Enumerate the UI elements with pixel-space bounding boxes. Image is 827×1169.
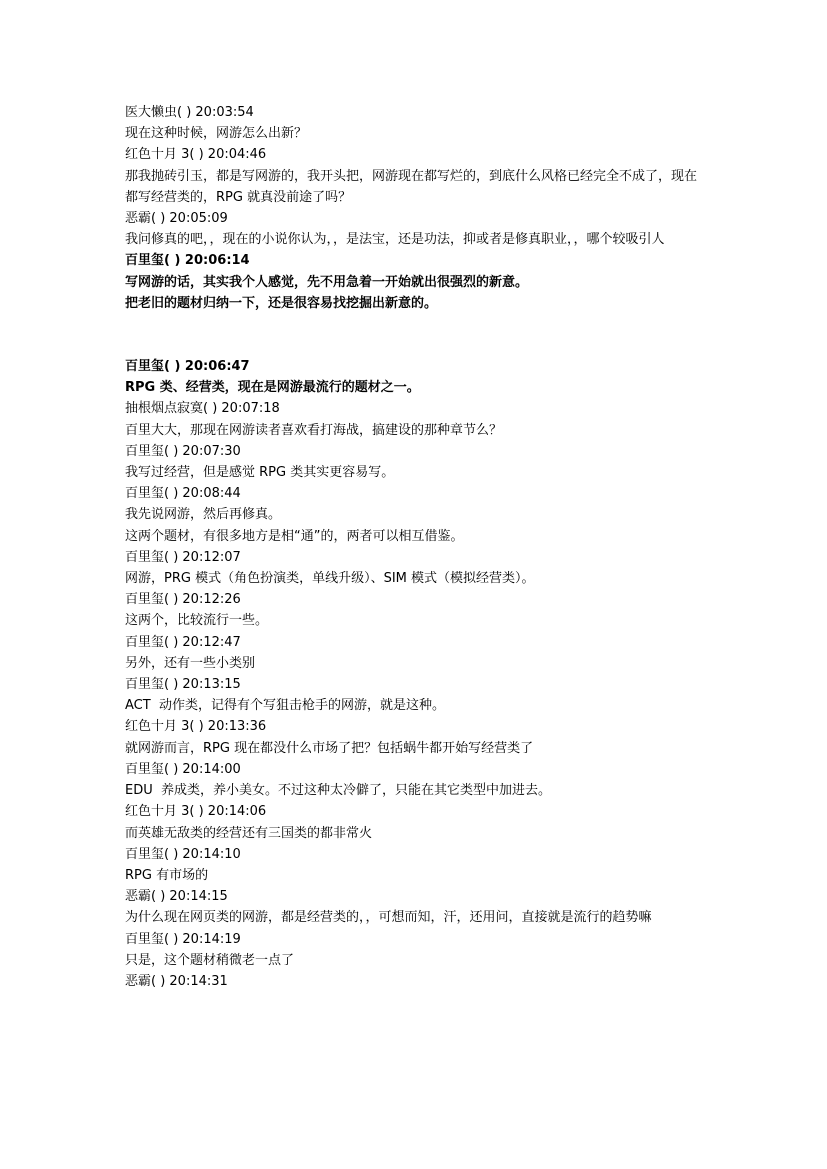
- speaker-line: 百里玺( ) 20:12:07: [125, 549, 241, 565]
- message-line: 那我抛砖引玉，都是写网游的，我开头把，网游现在都写烂的，到底什么风格已经完全不成了，现在都写经营类的，RPG 就真没前途了吗？: [125, 168, 698, 205]
- chat-log-document: [125, 102, 705, 992]
- speaker-line: 医大懒虫( ) 20:03:54: [125, 105, 254, 120]
- speaker-line-bold: 百里玺( ) 20:06:47: [125, 359, 250, 375]
- message-line: 这两个题材，有很多地方是相“通”的，两者可以相互借鉴。: [125, 528, 464, 544]
- message-line-bold: 把老旧的题材归纳一下，还是很容易找挖掘出新意的。: [125, 295, 438, 311]
- message-line-bold: 写网游的话，其实我个人感觉，先不用急着一开始就出很强烈的新意。: [125, 274, 529, 290]
- message-line: 我问修真的吧，，现在的小说你认为，，是法宝，还是功法，抑或者是修真职业，，哪个较吸引人: [125, 232, 665, 248]
- message-line: 就网游而言，RPG 现在都没什么市场了把？包括蜗牛都开始写经营类了: [125, 740, 534, 756]
- message-line: 只是，这个题材稍微老一点了: [125, 952, 295, 968]
- speaker-line: 抽根烟点寂寞( ) 20:07:18: [125, 401, 280, 417]
- speaker-line: 百里玺( ) 20:12:47: [125, 634, 241, 650]
- paragraph-gap: [125, 314, 705, 356]
- speaker-line: 恶霸( ) 20:14:15: [125, 889, 228, 905]
- message-line: 我写过经营，但是感觉 RPG 类其实更容易写。: [125, 465, 395, 481]
- message-line: RPG 有市场的: [125, 867, 209, 883]
- speaker-line: 百里玺( ) 20:12:26: [125, 592, 241, 608]
- message-line: EDU 养成类，养小美女。不过这种太冷僻了，只能在其它类型中加进去。: [125, 783, 552, 799]
- speaker-line: 百里玺( ) 20:14:10: [125, 846, 241, 862]
- speaker-line: 红色十月 3( ) 20:14:06: [125, 804, 267, 820]
- speaker-line: 红色十月 3( ) 20:13:36: [125, 719, 267, 735]
- speaker-line: 红色十月 3( ) 20:04:46: [125, 147, 267, 163]
- message-line: 这两个，比较流行一些。: [125, 613, 269, 629]
- message-line: 网游，PRG 模式（角色扮演类，单线升级）、SIM 模式（模拟经营类）。: [125, 571, 535, 587]
- speaker-line: 恶霸( ) 20:05:09: [125, 211, 228, 227]
- message-line-bold: RPG 类、经营类，现在是网游最流行的题材之一。: [125, 380, 420, 396]
- message-line: 现在这种时候，网游怎么出新？: [125, 126, 308, 142]
- message-line: 为什么现在网页类的网游，都是经营类的，，可想而知，汗，还用问，直接就是流行的趋势嘛: [125, 910, 652, 926]
- speaker-line: 百里玺( ) 20:14:00: [125, 761, 241, 777]
- message-line: 百里大大，那现在网游读者喜欢看打海战，搞建设的那种章节么？: [125, 422, 503, 438]
- speaker-line: 百里玺( ) 20:08:44: [125, 486, 241, 502]
- message-line: 而英雄无敌类的经营还有三国类的都非常火: [125, 825, 373, 841]
- message-line: 另外，还有一些小类别: [125, 655, 256, 671]
- message-line: ACT 动作类，记得有个写狙击枪手的网游，就是这种。: [125, 698, 445, 714]
- speaker-line-bold: 百里玺( ) 20:06:14: [125, 253, 250, 269]
- speaker-line: 百里玺( ) 20:13:15: [125, 677, 241, 693]
- speaker-line: 百里玺( ) 20:14:19: [125, 931, 241, 947]
- speaker-line: 恶霸( ) 20:14:31: [125, 973, 228, 989]
- message-line: 我先说网游，然后再修真。: [125, 507, 282, 523]
- speaker-line: 百里玺( ) 20:07:30: [125, 443, 241, 459]
